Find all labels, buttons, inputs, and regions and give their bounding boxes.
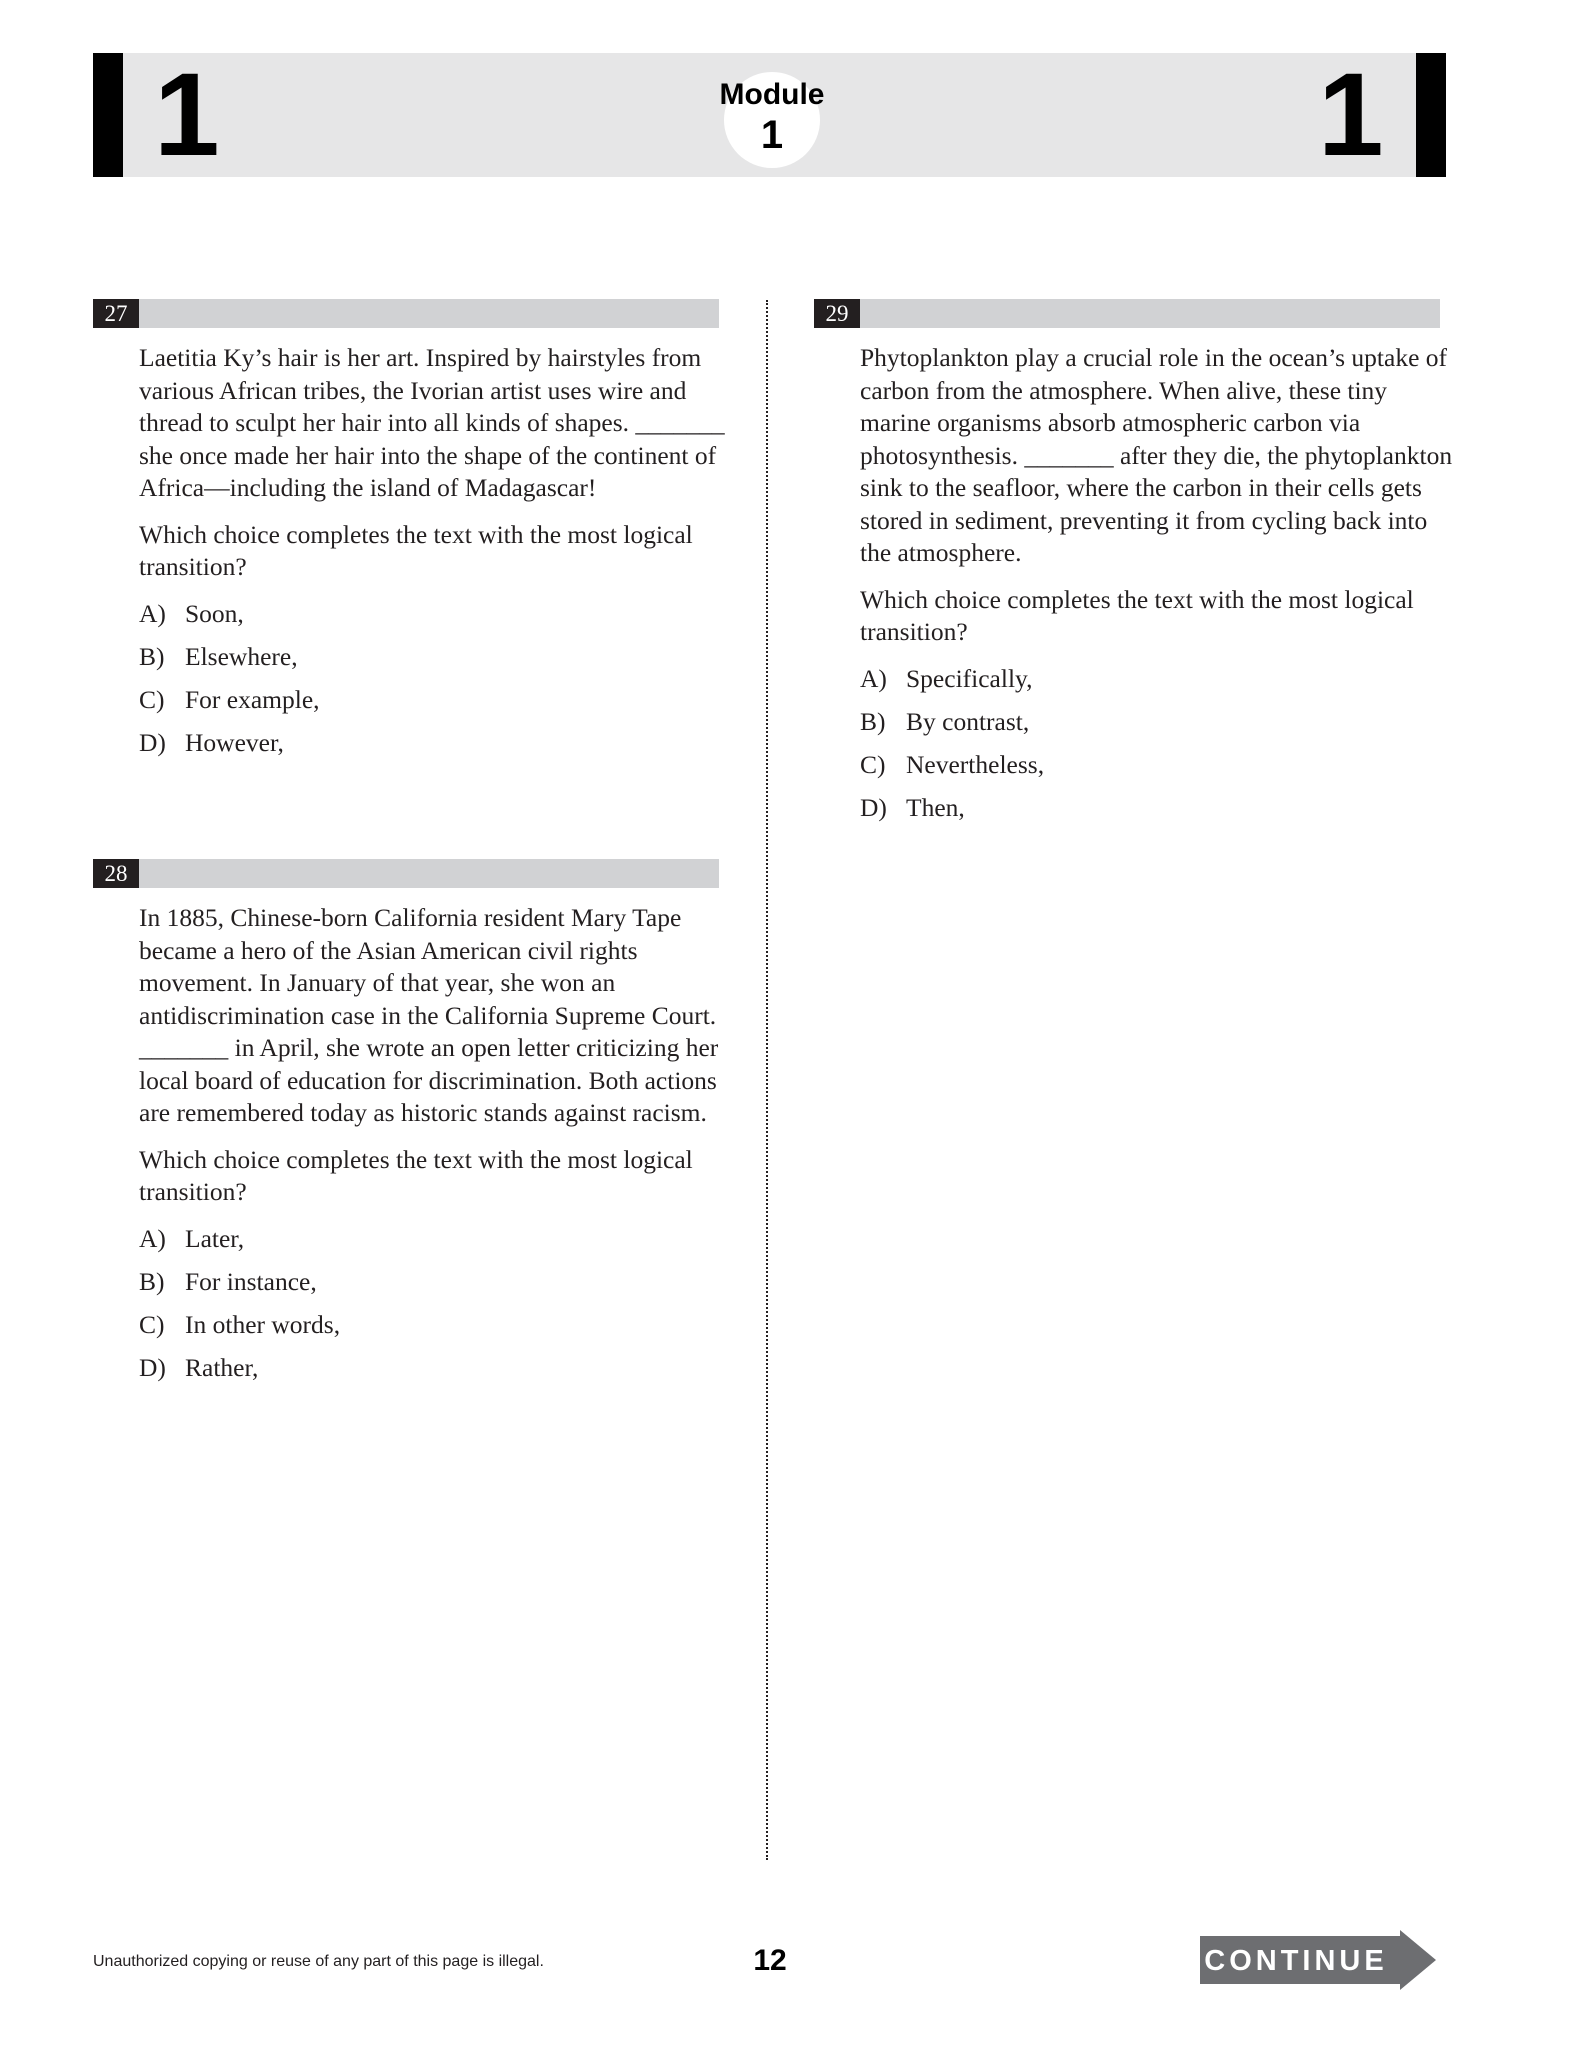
question-passage: Phytoplankton play a crucial role in the ocean’s uptake of carbon from the atmosphere. When alive, these tiny marine organisms absorb atmospheric carbon via photosynthesis. _______ after they die, the phytoplankton sink to the seafloor, where the carbon in their cells gets stored in sediment, preventing it from cycling back into the atmosphere. — [860, 343, 1453, 567]
module-label: Module — [719, 78, 825, 111]
answer-choice-c[interactable] — [139, 1309, 739, 1352]
answer-choice-a[interactable] — [139, 598, 739, 641]
answer-choice-c[interactable] — [860, 749, 1460, 792]
continue-button-label: CONTINUE — [1204, 1945, 1388, 1977]
answer-choices — [860, 663, 1460, 835]
choice-letter: B) — [860, 706, 886, 736]
module-number: 1 — [760, 113, 784, 157]
choice-letter: A) — [139, 598, 166, 628]
choice-letter: C) — [139, 1309, 165, 1339]
choice-text: Rather, — [185, 1352, 259, 1382]
answer-choice-d[interactable] — [139, 727, 739, 770]
choice-letter: C) — [860, 749, 886, 779]
answer-choice-d[interactable] — [139, 1352, 739, 1395]
page-number: 12 — [753, 1944, 787, 1977]
column-divider — [766, 300, 768, 1860]
choice-text: Then, — [906, 792, 965, 822]
answer-choice-d[interactable] — [860, 792, 1460, 835]
answer-choice-a[interactable] — [139, 1223, 739, 1266]
copyright-notice: Unauthorized copying or reuse of any part of this page is illegal. — [93, 1953, 544, 1970]
choice-text: Soon, — [185, 598, 244, 628]
answer-choice-c[interactable] — [139, 684, 739, 727]
question-number: 27 — [93, 299, 139, 328]
choice-letter: B) — [139, 641, 165, 671]
section-number-right: 1 — [1318, 49, 1384, 181]
question-29-header-bar — [814, 299, 1440, 328]
choice-text: Elsewhere, — [185, 641, 298, 671]
question-stem: Which choice completes the text with the most logical transition? — [860, 584, 1414, 646]
answer-choice-b[interactable] — [139, 641, 739, 684]
answer-choices — [139, 1223, 739, 1395]
section-number-left: 1 — [154, 49, 220, 181]
choice-letter: D) — [139, 727, 166, 757]
choice-letter: C) — [139, 684, 165, 714]
choice-letter: B) — [139, 1266, 165, 1296]
choice-letter: D) — [139, 1352, 166, 1382]
choice-text: However, — [185, 727, 284, 757]
question-27-header-bar — [93, 299, 719, 328]
question-28 — [139, 902, 739, 1395]
question-stem: Which choice completes the text with the most logical transition? — [139, 1144, 693, 1206]
answer-choices — [139, 598, 739, 770]
choice-text: In other words, — [185, 1309, 341, 1339]
question-28-header-bar — [93, 859, 719, 888]
choice-text: Specifically, — [906, 663, 1033, 693]
choice-text: Nevertheless, — [906, 749, 1045, 779]
question-29 — [860, 342, 1460, 835]
choice-letter: A) — [139, 1223, 166, 1253]
header-left-bar — [93, 53, 123, 177]
choice-text: By contrast, — [906, 706, 1030, 736]
answer-choice-b[interactable] — [139, 1266, 739, 1309]
choice-text: For example, — [185, 684, 320, 714]
choice-text: For instance, — [185, 1266, 317, 1296]
answer-choice-b[interactable] — [860, 706, 1460, 749]
question-number: 28 — [93, 859, 139, 888]
question-stem: Which choice completes the text with the most logical transition? — [139, 519, 693, 581]
question-passage: Laetitia Ky’s hair is her art. Inspired by hairstyles from various African tribes, the Ivorian artist uses wire and thread to sculpt her hair into all kinds of shapes. _______ she once made her hair into the shape of the continent of Africa—including the island of Madagascar! — [139, 343, 725, 502]
choice-letter: D) — [860, 792, 887, 822]
question-number: 29 — [814, 299, 860, 328]
answer-choice-a[interactable] — [860, 663, 1460, 706]
header-right-bar — [1416, 53, 1446, 177]
choice-text: Later, — [185, 1223, 245, 1253]
question-passage: In 1885, Chinese-born California resident Mary Tape became a hero of the Asian American civil rights movement. In January of that year, she won an antidiscrimination case in the California Supreme Court. _______ in April, she wrote an open letter criticizing her local board of education for discrimination. Both actions are remembered today as historic stands against racism. — [139, 903, 719, 1127]
choice-letter: A) — [860, 663, 887, 693]
question-27 — [139, 342, 739, 770]
